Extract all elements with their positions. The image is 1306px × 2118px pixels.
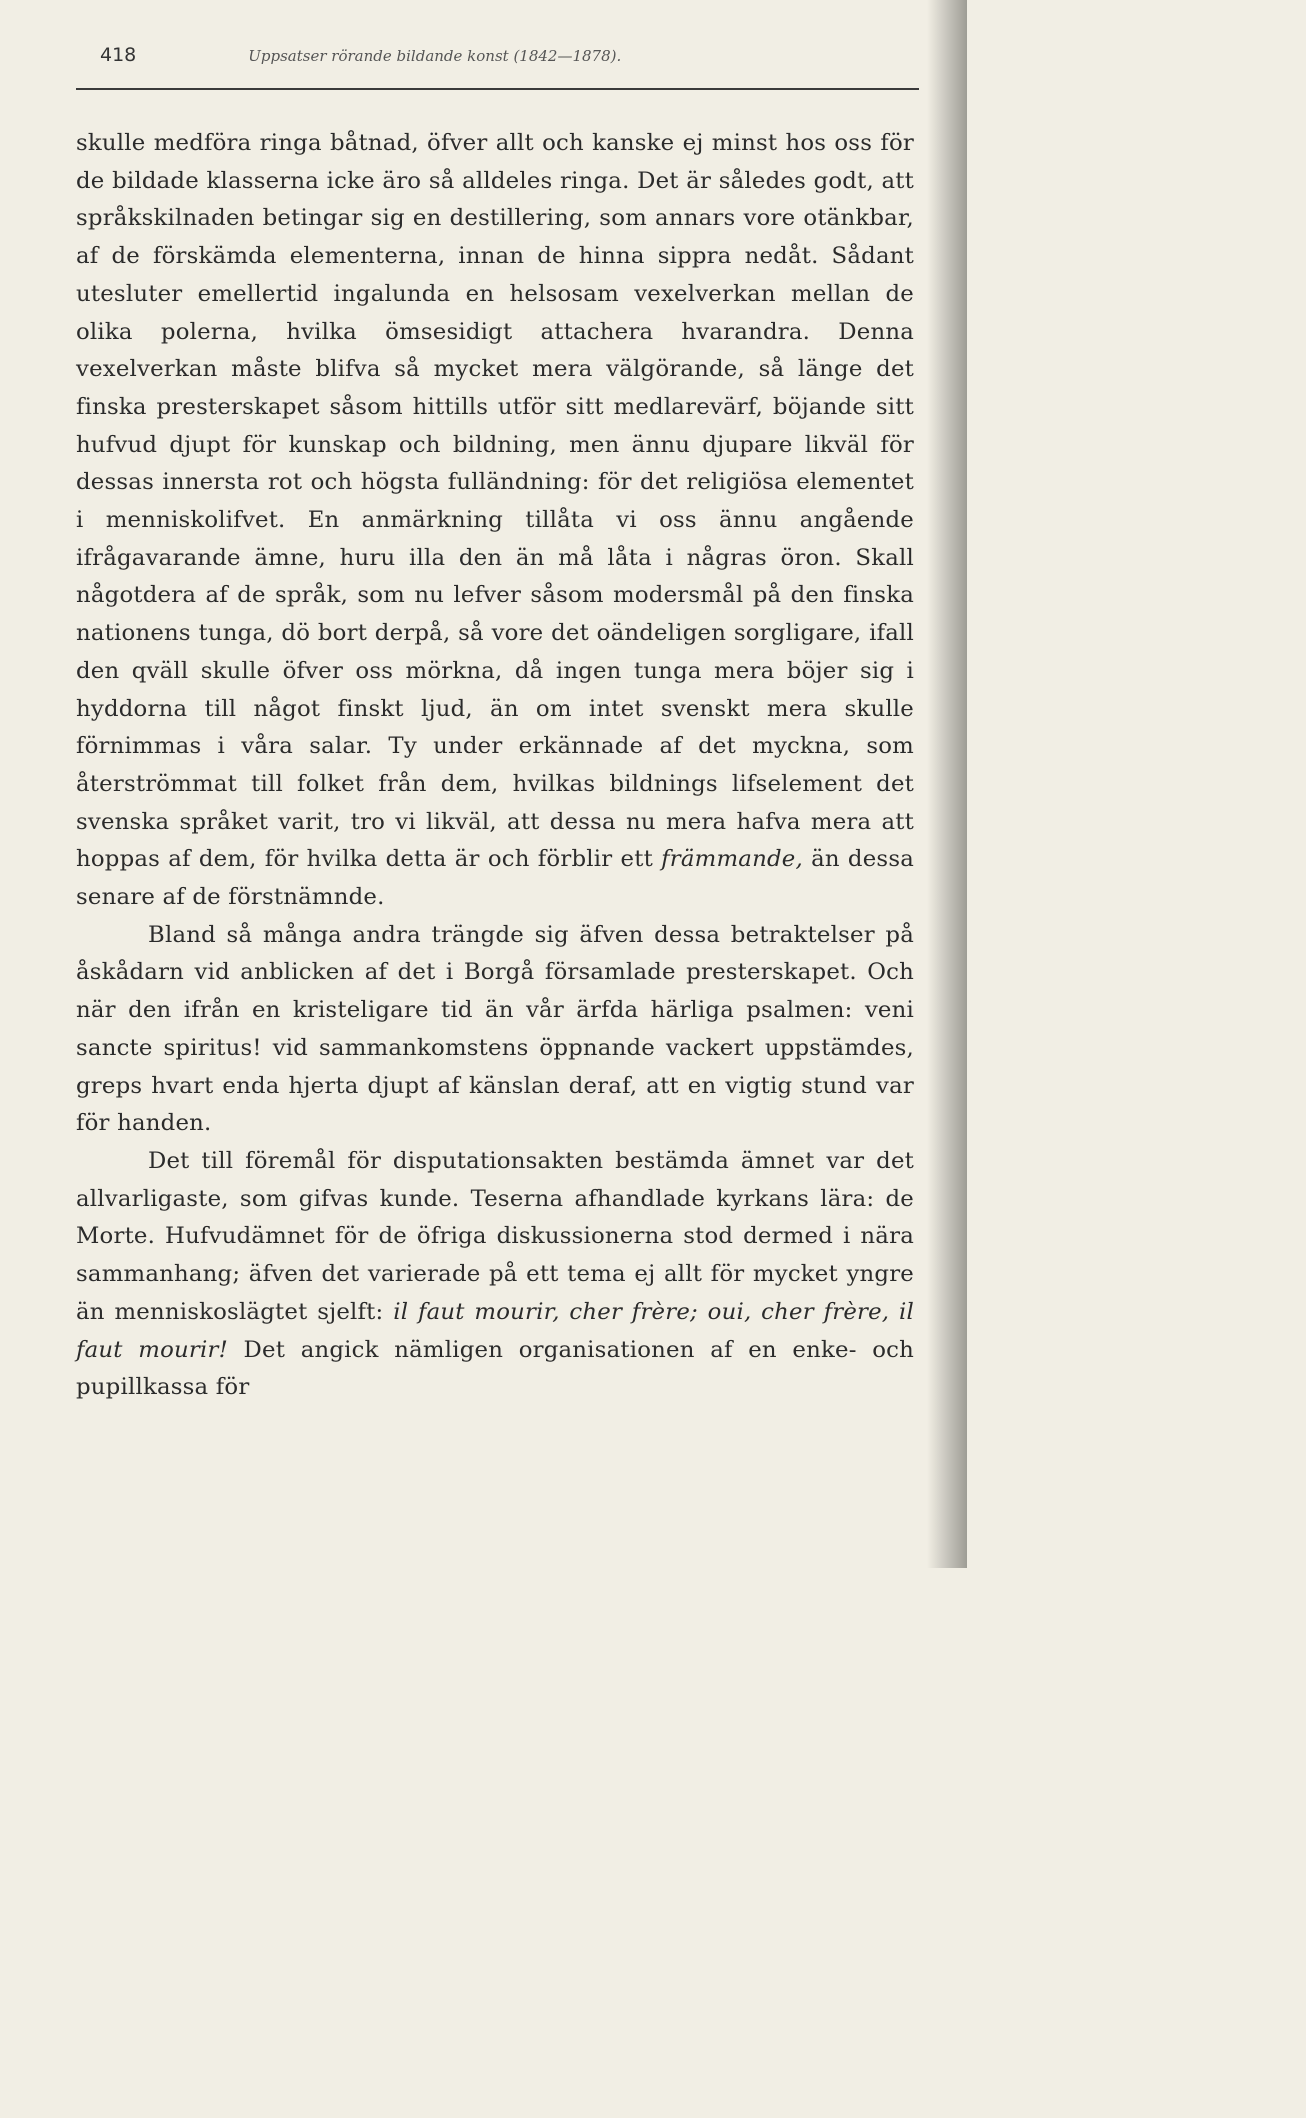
running-head: Uppsatser rörande bildande konst (1842—1878). [248, 47, 622, 65]
body-text [76, 125, 914, 1407]
header-rule [76, 88, 919, 90]
text-segment-italic: il faut mourir, cher frère; oui, cher frère, il faut mourir! [76, 1298, 914, 1363]
page-number: 418 [100, 44, 137, 66]
text-segment: Bland så många andra trängde sig äfven dessa betraktelser på åskådarn vid anblicken af det i Borgå församlade presterskapet. Och när den ifrån en kristeligare tid än vår ärfda härliga psalmen: veni sancte spiritus! vid sammankomstens öppnande vackert uppstämdes, greps hvart enda hjerta djupt af känslan deraf, att en vigtig stund var för handen. [76, 921, 914, 1137]
text-segment: Det angick nämligen organisationen af en enke- och pupillkassa för [76, 1336, 914, 1401]
paragraph [76, 1143, 914, 1407]
binding-shadow [927, 0, 967, 1568]
page-header [100, 44, 917, 74]
paragraph [76, 125, 914, 917]
paragraph [76, 917, 914, 1143]
text-segment: än dessa senare af de förstnämnde. [76, 846, 915, 911]
text-segment-italic: främmande, [661, 846, 803, 873]
text-segment: Det till föremål för disputationsakten bestämda ämnet var det allvarligaste, som gifvas kunde. Teserna afhandlade kyrkans lära: de Morte. Hufvudämnet för de öfriga diskussionerna stod dermed i nära sammanhang; äfven det varierade på ett tema ej allt för mycket yngre än menniskoslägtet sjelft: [76, 1147, 914, 1325]
text-segment: skulle medföra ringa båtnad, öfver allt och kanske ej minst hos oss för de bildade klasserna icke äro så alldeles ringa. Det är således godt, att språkskilnaden betingar sig en destillering, som annars vore otänkbar, af de förskämda elementerna, innan de hinna sippra nedåt. Sådant utesluter emellertid ingalunda en helsosam vexelverkan mellan de olika polerna, hvilka ömsesidigt attachera hvarandra. Denna vexelverkan måste blifva så mycket mera välgörande, så länge det finska presterskapet såsom hittills utför sitt medlarevärf, böjande sitt hufvud djupt för kunskap och bildning, men ännu djupare likväl för dessas innersta rot och högsta fulländning: för det religiösa elementet i menniskolifvet. En anmärkning tillåta vi oss ännu angående ifrågavarande ämne, huru illa den än må låta i någras öron. Skall någotdera af de språk, som nu lefver såsom modersmål på den finska nationens tunga, dö bort derpå, så vore det oändeligen sorgligare, ifall den qväll skulle öfver oss mörkna, då ingen tunga mera böjer sig i hyddorna till något finskt ljud, än om intet svenskt mera skulle förnimmas i våra salar. Ty under erkännade af det myckna, som återströmmat till folket från dem, hvilkas bildnings lifselement det svenska språket varit, tro vi likväl, att dessa nu mera hafva mera att hoppas af dem, för hvilka detta är och förblir ett [76, 130, 914, 873]
